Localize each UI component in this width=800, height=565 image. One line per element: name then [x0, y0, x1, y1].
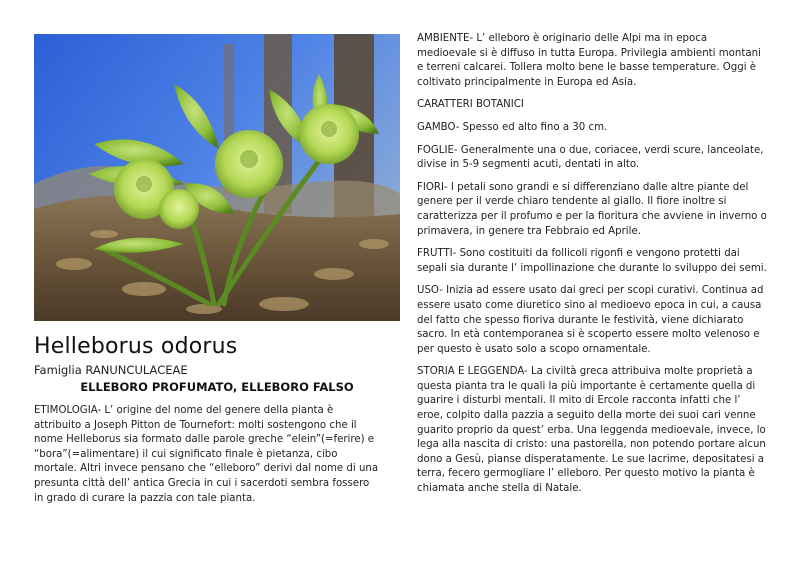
caratteri-heading: CARATTERI BOTANICI — [417, 99, 524, 111]
plant-photo — [34, 34, 400, 321]
plant-family: Famiglia RANUNCULACEAE — [34, 363, 188, 377]
ambiente-paragraph: AMBIENTE- L’ elleboro è originario delle Alpi ma in epoca medioevale si è diffuso in tutta Europa. Privilegia ambienti montani e terreni calcarei. Tollera molto bene le basse temperature. Oggi è coltivato principalmente in Europa ed Asia. — [417, 33, 761, 88]
common-names: ELLEBORO PROFUMATO, ELLEBORO FALSO — [80, 380, 354, 394]
etimologia-paragraph: ETIMOLOGIA- L’ origine del nome del genere della pianta è attribuito a Joseph Pitton de Tournefort: molti sostengono che il nome Helleborus sia formato dalle parole greche “elein”(=ferire) e “bora”(=alimentare) il cui significato finale è pietanza, cibo mortale. Altri invece pensano che “elleboro” derivi dal nome di una presunta città dell’ antica Grecia in cui i sacerdoti sembra fossero in grado di curare la pazzia con tale pianta. — [34, 405, 379, 504]
plant-title: Helleborus odorus — [34, 334, 238, 359]
frutti-paragraph: FRUTTI- Sono costituiti da follicoli rigonfi e vengono protetti dai sepali sia durante l’ impollinazione che durante lo sviluppo dei semi. — [417, 248, 767, 274]
uso-paragraph: USO- Inizia ad essere usato dai greci per scopi curativi. Continua ad essere usato come diuretico sino al medioevo epoca in cui, a causa del fatto che spesso fioriva durante le festività, viene dichiarato sacro. In età contemporanea si è scoperto essere molto velenoso e per questo è usato solo a scopo ornamentale. — [417, 285, 764, 355]
hellebore-image — [34, 34, 400, 321]
description-column — [417, 32, 769, 505]
foglie-paragraph: FOGLIE- Generalmente una o due, coriacee, verdi scure, lanceolate, divise in 5-9 segmenti acuti, dentati in alto. — [417, 144, 764, 171]
fiori-paragraph: FIORI- I petali sono grandi e si differenziano dalle altre piante del genere per il verde chiaro tendente al giallo. Il fiore inoltre si caratterizza per il profumo e per la fioritura che avviene in inverno o primavera, in genere tra Febbraio ed Aprile. — [417, 181, 767, 237]
storia-paragraph: STORIA E LEGGENDA- La civiltà greca attribuiva molte proprietà a questa pianta tra le quali la più importante è certamente quella di guarire i disturbi mentali. Il mito di Ercole racconta infatti che l’ eroe, colpito dalla pazzia a seguito della morte dei suoi cari venne guarito proprio da quest’ erba. Una leggenda medioevale, invece, lo lega alla nascita di cristo: una pastorella, non potendo portare alcun dono a Gesù, pianse disperatamente. Le sue lacrime, depositatesi a terra, fecero germogliare l’ elleboro. Per questo motivo la pianta è chiamata anche stella di Natale. — [417, 366, 766, 495]
gambo-paragraph: GAMBO- Spesso ed alto fino a 30 cm. — [417, 121, 608, 133]
